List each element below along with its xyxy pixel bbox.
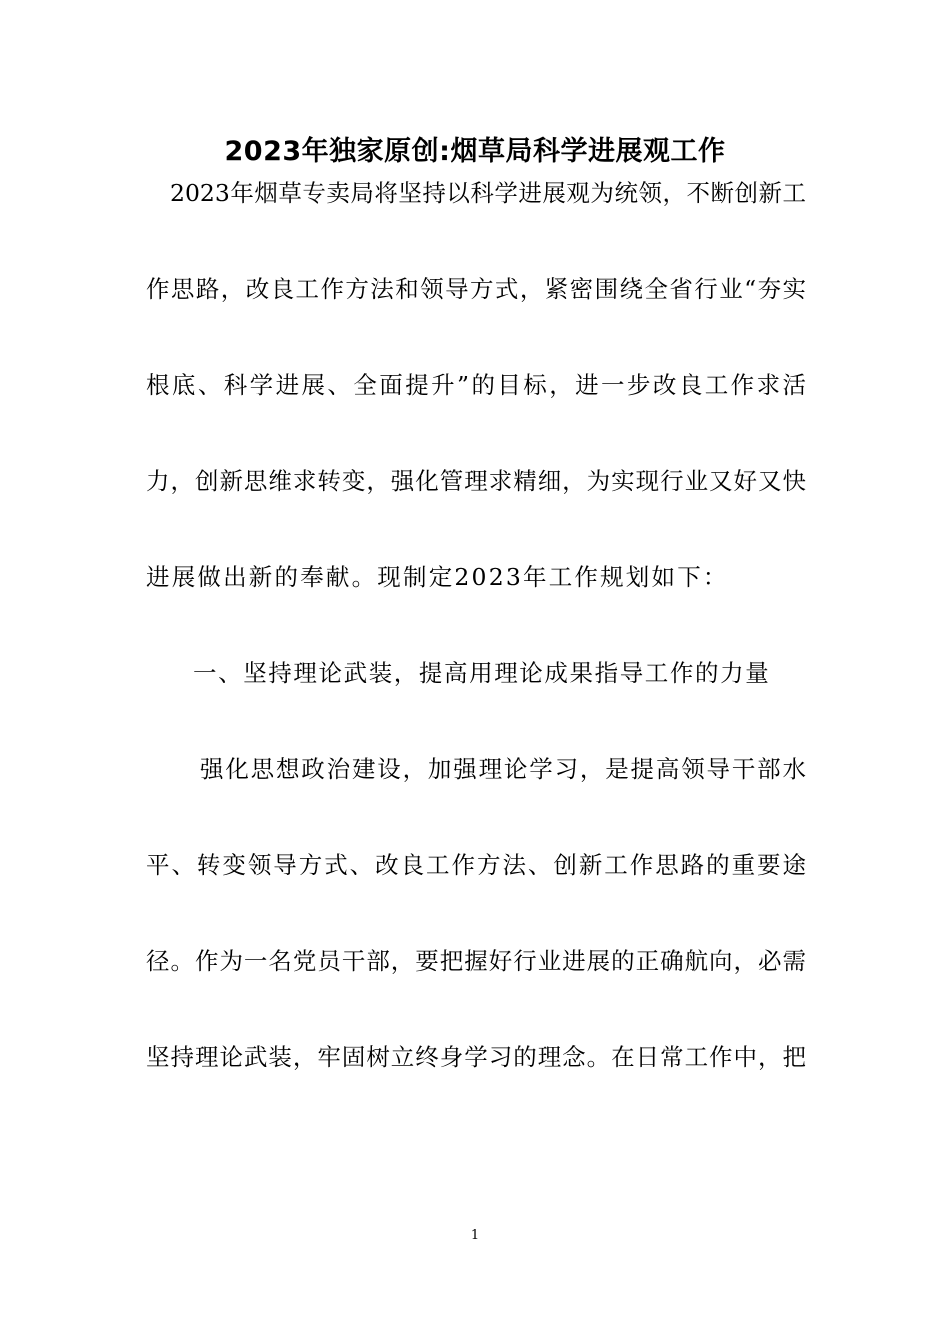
paragraph-line: 2023年烟草专卖局将坚持以科学进展观为统领，不断创新工 [170,179,806,207]
paragraph-line: 作思路，改良工作方法和领导方式，紧密围绕全省行业“夯实 [146,275,806,303]
paragraph-line: 进展做出新的奉献。现制定2023年工作规划如下： [146,563,729,591]
document-title: 2023年独家原创:烟草局科学进展观工作 [224,136,726,167]
paragraph-line: 径。作为一名党员干部，要把握好行业进展的正确航向，必需 [146,947,806,975]
page-number: 1 [470,1228,480,1243]
paragraph-line: 平、转变领导方式、改良工作方法、创新工作思路的重要途 [146,851,806,879]
paragraph-line: 强化思想政治建设，加强理论学习，是提高领导干部水 [200,755,806,783]
paragraph-line: 根底、科学进展、全面提升”的目标，进一步改良工作求活 [146,371,806,399]
section-heading: 一、坚持理论武装，提高用理论成果指导工作的力量 [193,659,771,687]
paragraph-line: 力，创新思维求转变，强化管理求精细，为实现行业又好又快 [146,467,806,495]
paragraph-line: 坚持理论武装，牢固树立终身学习的理念。在日常工作中，把 [146,1043,806,1071]
